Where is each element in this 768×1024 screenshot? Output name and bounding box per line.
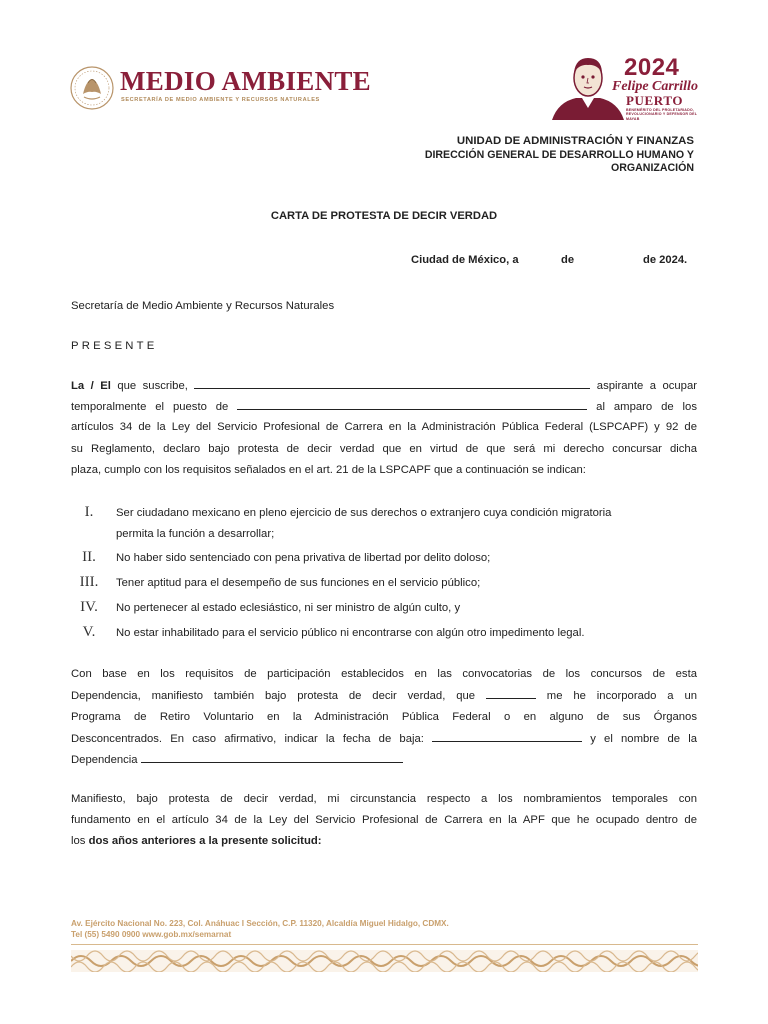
requirement-text-continued: permita la función a desarrollar; xyxy=(116,528,275,540)
requirement-number: I. xyxy=(84,504,94,520)
requirement-text: No haber sido sentenciado con pena privativa de libertad por delito doloso; xyxy=(116,552,491,564)
paragraph-1-line-2: temporalmente el puesto de al amparo de los xyxy=(71,401,697,413)
requirement-number: V. xyxy=(82,624,96,640)
unit-heading-line-2: DIRECCIÓN GENERAL DE DESARROLLO HUMANO Y xyxy=(424,149,694,161)
document-title: CARTA DE PROTESTA DE DECIR VERDAD xyxy=(270,210,498,222)
decorative-pattern-band xyxy=(71,950,698,972)
date-city: Ciudad de México, a xyxy=(411,254,519,266)
honoree-caption: BENEMÉRITO DEL PROLETARIADO, REVOLUCIONARIO Y DEFENSOR DEL MAYAB xyxy=(626,108,698,121)
paragraph-1-line-1: La / El que suscribe, aspirante a ocupar xyxy=(71,380,697,392)
date-year: de 2024. xyxy=(643,254,688,266)
footer-contact: Tel (55) 5490 0900 www.gob.mx/semarnat xyxy=(71,930,232,939)
unit-heading-line-3: ORGANIZACIÓN xyxy=(611,162,694,174)
brand-subtitle: SECRETARÍA DE MEDIO AMBIENTE Y RECURSOS NATURALES xyxy=(121,97,320,103)
addressee: Secretaría de Medio Ambiente y Recursos Naturales xyxy=(71,300,335,312)
requirement-text: No estar inhabilitado para el servicio público ni encontrarse con algún otro impedimento legal. xyxy=(116,627,585,639)
requirement-text: No pertenecer al estado eclesiástico, ni ser ministro de algún culto, y xyxy=(116,602,461,614)
paragraph-1-line-4: su Reglamento, declaro bajo protesta de decir verdad que en virtud de que será mi derecho concursar dicha xyxy=(71,443,697,455)
paragraph-2-line-3: Programa de Retiro Voluntario en la Administración Pública Federal o en alguno de sus Órganos xyxy=(71,711,697,723)
agency-name-blank-field[interactable] xyxy=(141,752,403,763)
paragraph-3-line-2: fundamento en el artículo 34 de la Ley del Servicio Profesional de Carrera en la APF que he ocupado dentro de xyxy=(71,814,697,826)
position-blank-field[interactable] xyxy=(237,399,587,410)
unit-heading-line-1: UNIDAD DE ADMINISTRACIÓN Y FINANZAS xyxy=(456,135,694,147)
footer-divider xyxy=(71,944,698,945)
paragraph-1-line-3: artículos 34 de la Ley del Servicio Profesional de Carrera en la Administración Pública Federal (LSPCAPF) y 92 de xyxy=(71,421,697,433)
paragraph-2-line-4: Desconcentrados. En caso afirmativo, indicar la fecha de baja: y el nombre de la xyxy=(71,733,698,745)
paragraph-1-line-5: plaza, cumplo con los requisitos señalados en el art. 21 de la LSPCAPF que a continuación se indican: xyxy=(71,464,586,476)
gender-label: La / El xyxy=(71,380,111,392)
paragraph-3-line-1: Manifiesto, bajo protesta de decir verdad, mi circunstancia respecto a los nombramientos temporales con xyxy=(71,793,697,805)
year-label: 2024 xyxy=(624,54,680,81)
name-blank-field[interactable] xyxy=(194,378,590,389)
withdrawal-date-blank-field[interactable] xyxy=(432,731,582,742)
brand-title: MEDIO AMBIENTE xyxy=(120,66,371,96)
requirement-number: II. xyxy=(82,549,96,565)
requirement-number: IV. xyxy=(80,599,98,615)
requirement-number: III. xyxy=(79,574,99,590)
yes-no-blank-field[interactable] xyxy=(486,688,536,699)
date-month-connector: de xyxy=(561,254,575,266)
paragraph-2-line-2: Dependencia, manifiesto también bajo protesta de decir verdad, que me he incorporado a un xyxy=(71,690,698,702)
requirement-text: Tener aptitud para el desempeño de sus funciones en el servicio público; xyxy=(116,577,481,589)
requirement-text: Ser ciudadano mexicano en pleno ejercicio de sus derechos o extranjero cuya condición migratoria xyxy=(116,507,612,519)
footer-address: Av. Ejército Nacional No. 223, Col. Anáhuac I Sección, C.P. 11320, Alcaldía Miguel Hidalgo, CDMX. xyxy=(71,919,449,928)
mexico-coat-of-arms-icon xyxy=(70,66,114,110)
presente-heading: PRESENTE xyxy=(71,340,158,352)
paragraph-2-line-5: Dependencia xyxy=(71,752,697,766)
honoree-surname: PUERTO xyxy=(626,93,684,108)
honoree-name: Felipe Carrillo xyxy=(612,79,698,94)
paragraph-2-line-1: Con base en los requisitos de participación establecidos en las convocatorias de los concursos de esta xyxy=(71,668,697,680)
paragraph-3-line-3: los dos años anteriores a la presente solicitud: xyxy=(71,835,322,847)
